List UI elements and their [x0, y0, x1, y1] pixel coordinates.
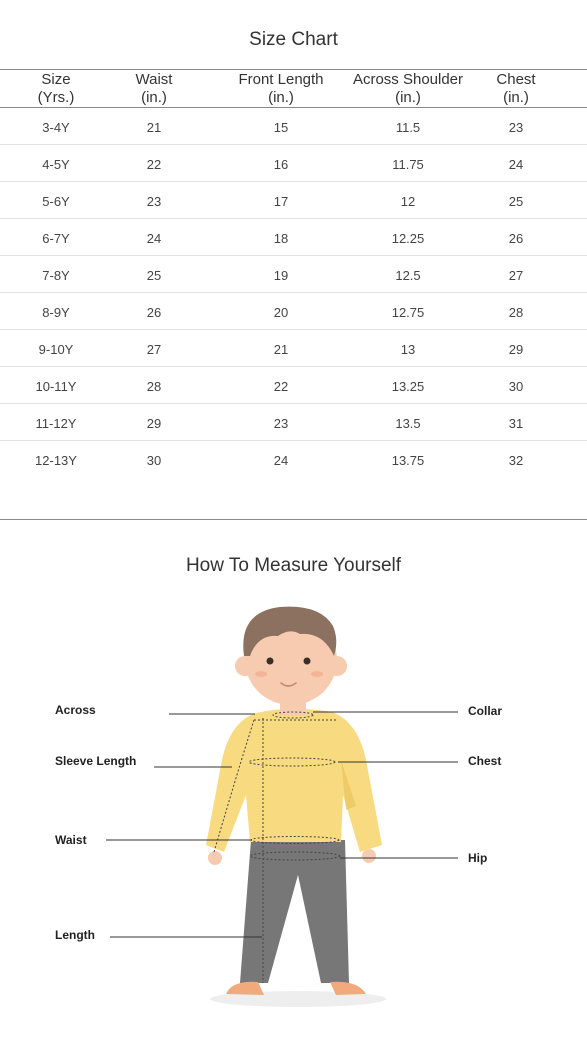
- table-cell: 13: [400, 342, 416, 357]
- label-collar: Collar: [468, 704, 503, 718]
- table-cell: 20: [273, 305, 289, 320]
- table-cell: 11.75: [392, 157, 424, 172]
- table-cell: 31: [508, 416, 524, 431]
- section-divider: [0, 519, 587, 520]
- left-hand: [208, 851, 222, 865]
- table-cell: 7-8Y: [42, 268, 70, 283]
- row-divider: [0, 218, 587, 219]
- table-cell: 15: [273, 120, 289, 135]
- column-header: Across Shoulder (in.): [352, 71, 464, 106]
- table-cell: 23: [508, 120, 524, 135]
- table-cell: 26: [508, 231, 524, 246]
- table-cell: 4-5Y: [42, 157, 70, 172]
- table-cell: 27: [508, 268, 524, 283]
- column-header: Waist (in.): [135, 71, 173, 106]
- table-cell: 12-13Y: [35, 453, 77, 468]
- table-cell: 30: [508, 379, 524, 394]
- table-cell: 25: [508, 194, 524, 209]
- table-cell: 12.75: [391, 305, 425, 320]
- table-cell: 32: [508, 453, 524, 468]
- row-divider: [0, 144, 587, 145]
- label-chest: Chest: [468, 754, 502, 768]
- table-header-rule: [0, 107, 587, 108]
- label-across: Across: [55, 703, 96, 717]
- table-cell: 30: [146, 453, 162, 468]
- table-cell: 21: [273, 342, 289, 357]
- table-cell: 17: [273, 194, 289, 209]
- table-cell: 13.5: [395, 416, 421, 431]
- label-waist: Waist: [55, 833, 87, 847]
- table-cell: 3-4Y: [42, 120, 70, 135]
- table-cell: 28: [146, 379, 162, 394]
- table-cell: 22: [273, 379, 289, 394]
- table-cell: 27: [146, 342, 162, 357]
- table-cell: 24: [146, 231, 162, 246]
- child-measurement-illustration: [0, 590, 587, 1015]
- column-header: Size (Yrs.): [37, 71, 75, 106]
- right-cheek: [311, 671, 323, 677]
- row-divider: [0, 440, 587, 441]
- table-cell: 21: [146, 120, 162, 135]
- table-cell: 13.75: [391, 453, 425, 468]
- label-sleeve-length: Sleeve Length: [55, 754, 137, 768]
- table-cell: 5-6Y: [42, 194, 70, 209]
- label-hip: Hip: [468, 851, 488, 865]
- table-cell: 9-10Y: [38, 342, 74, 357]
- right-hand: [362, 849, 376, 863]
- table-cell: 29: [146, 416, 162, 431]
- table-cell: 12: [400, 194, 416, 209]
- table-cell: 29: [508, 342, 524, 357]
- table-cell: 23: [146, 194, 162, 209]
- row-divider: [0, 366, 587, 367]
- table-cell: 19: [273, 268, 289, 283]
- row-divider: [0, 329, 587, 330]
- pants: [240, 840, 349, 983]
- table-cell: 24: [273, 453, 289, 468]
- size-chart-title: Size Chart: [249, 29, 338, 50]
- table-cell: 26: [146, 305, 162, 320]
- table-cell: 18: [273, 231, 289, 246]
- sweater: [206, 709, 382, 852]
- table-cell: 11-12Y: [35, 416, 77, 431]
- right-eye: [304, 658, 311, 665]
- table-cell: 22: [146, 157, 162, 172]
- table-cell: 25: [146, 268, 162, 283]
- table-cell: 8-9Y: [42, 305, 70, 320]
- row-divider: [0, 181, 587, 182]
- table-top-rule: [0, 69, 587, 70]
- table-cell: 10-11Y: [35, 379, 77, 394]
- label-length: Length: [55, 928, 95, 942]
- table-cell: 24: [508, 157, 524, 172]
- table-cell: 13.25: [391, 379, 425, 394]
- measure-title: How To Measure Yourself: [185, 555, 402, 576]
- column-header: Chest (in.): [496, 71, 536, 106]
- left-shoe: [226, 982, 264, 995]
- row-divider: [0, 403, 587, 404]
- left-cheek: [255, 671, 267, 677]
- table-cell: 28: [508, 305, 524, 320]
- row-divider: [0, 292, 587, 293]
- table-cell: 16: [273, 157, 289, 172]
- table-cell: 12.5: [395, 268, 421, 283]
- table-cell: 11.5: [395, 120, 421, 135]
- right-shoe: [330, 982, 366, 995]
- table-cell: 12.25: [391, 231, 425, 246]
- column-header: Front Length (in.): [238, 71, 324, 106]
- row-divider: [0, 255, 587, 256]
- table-cell: 6-7Y: [42, 231, 70, 246]
- left-eye: [267, 658, 274, 665]
- table-cell: 23: [273, 416, 289, 431]
